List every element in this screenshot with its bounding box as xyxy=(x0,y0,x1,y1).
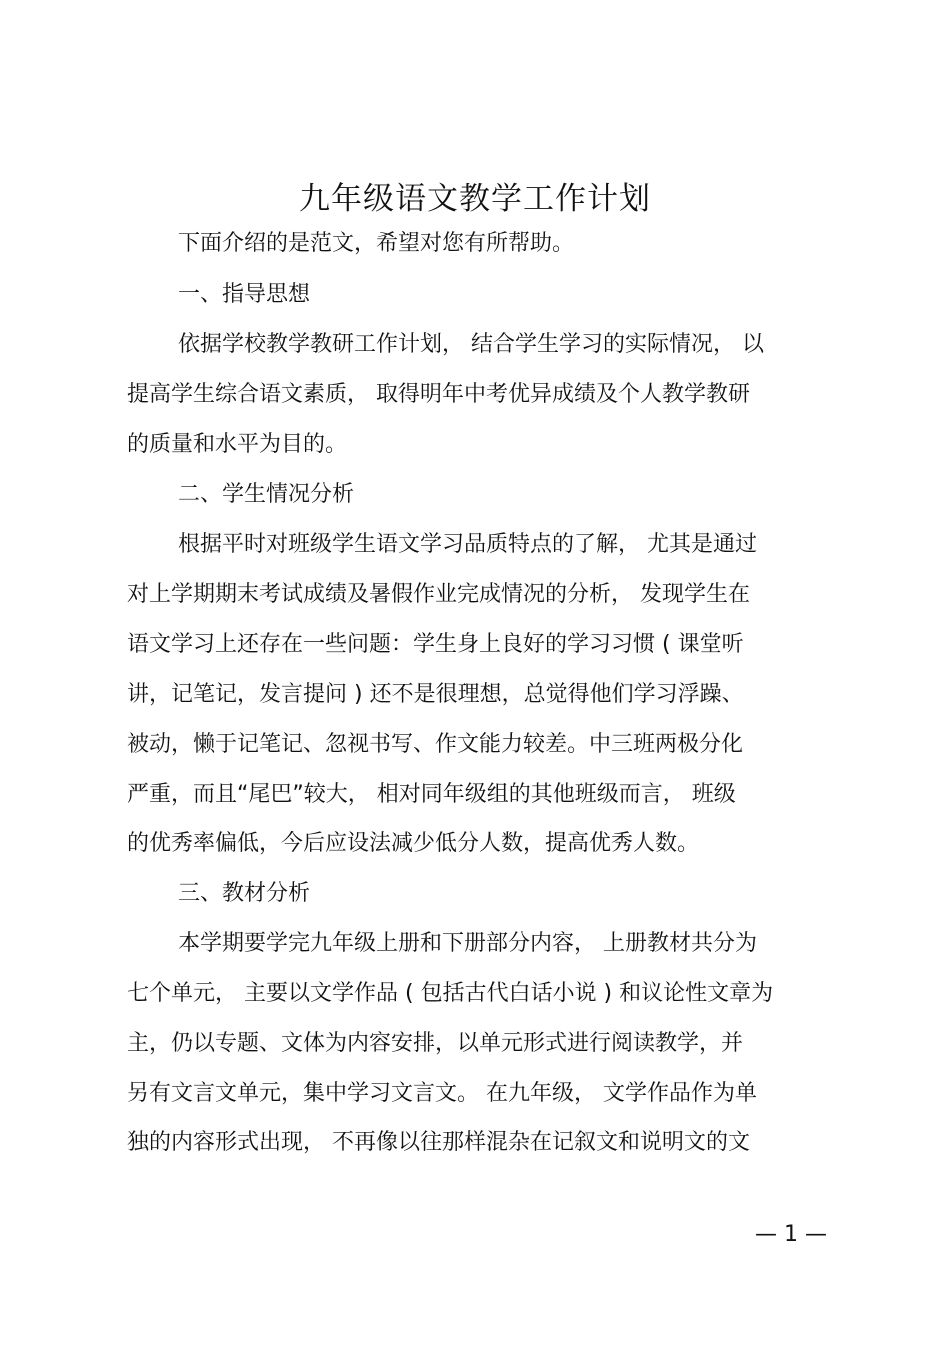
paragraph-line: 依据学校教学教研工作计划， 结合学生学习的实际情况， 以 xyxy=(178,332,764,357)
paragraph-line: 的优秀率偏低，今后应设法减少低分人数，提高优秀人数。 xyxy=(127,831,700,856)
paragraph-line: 本学期要学完九年级上册和下册部分内容， 上册教材共分为 xyxy=(178,931,757,956)
paragraph-line: 的质量和水平为目的。 xyxy=(127,432,348,457)
paragraph-line: 另有文言文单元，集中学习文言文。 在九年级， 文学作品作为单 xyxy=(127,1081,757,1106)
section-heading-1: 一、指导思想 xyxy=(178,282,311,307)
paragraph-line: 语文学习上还存在一些问题：学生身上良好的学习习惯 ( 课堂听 xyxy=(127,632,744,657)
paragraph-line: 对上学期期末考试成绩及暑假作业完成情况的分析， 发现学生在 xyxy=(127,582,750,607)
paragraph-line: 被动，懒于记笔记、忽视书写、作文能力较差。中三班两极分化 xyxy=(127,732,744,757)
document-title: 九年级语文教学工作计划 xyxy=(299,181,651,217)
paragraph-line: 七个单元， 主要以文学作品 ( 包括古代白话小说 ) 和议论性文章为 xyxy=(127,981,774,1006)
page-number: — 1 — xyxy=(755,1222,827,1247)
paragraph-line: 独的内容形式出现， 不再像以往那样混杂在记叙文和说明文的文 xyxy=(127,1130,750,1155)
paragraph-line: 讲，记笔记，发言提问 ) 还不是很理想，总觉得他们学习浮躁、 xyxy=(127,682,744,707)
paragraph-line: 严重，而且“尾巴”较大， 相对同年级组的其他班级而言， 班级 xyxy=(127,782,736,807)
paragraph-line: 根据平时对班级学生语文学习品质特点的了解， 尤其是通过 xyxy=(178,532,757,557)
intro-line: 下面介绍的是范文，希望对您有所帮助。 xyxy=(178,231,575,256)
paragraph-line: 主，仍以专题、文体为内容安排，以单元形式进行阅读教学，并 xyxy=(127,1031,744,1056)
section-heading-2: 二、学生情况分析 xyxy=(178,482,355,507)
section-heading-3: 三、教材分析 xyxy=(178,881,311,906)
paragraph-line: 提高学生综合语文素质， 取得明年中考优异成绩及个人教学教研 xyxy=(127,382,750,407)
